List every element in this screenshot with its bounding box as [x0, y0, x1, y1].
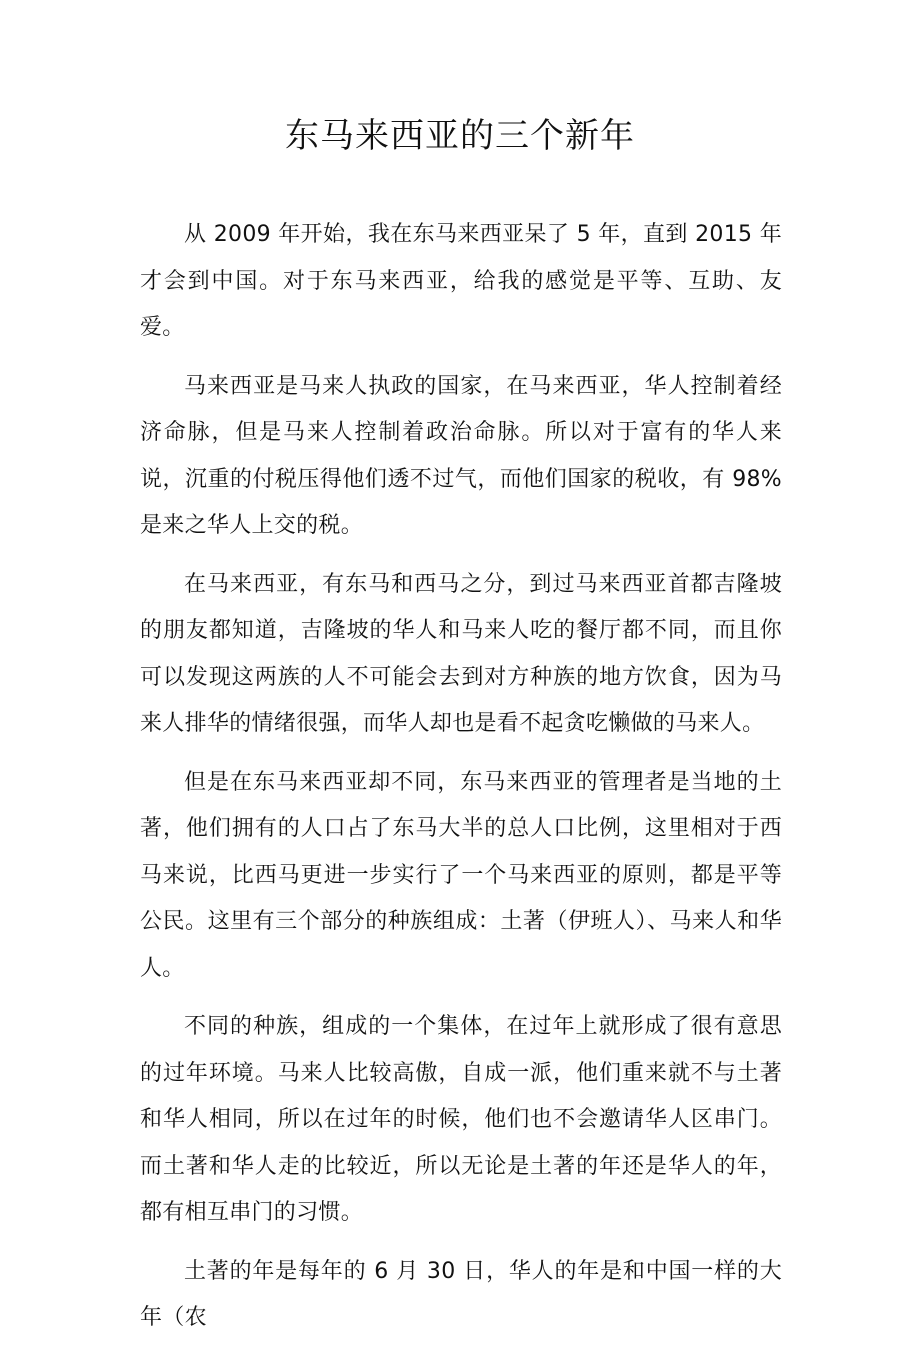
document-title: 东马来西亚的三个新年 [285, 116, 635, 156]
paragraph: 从 2009 年开始，我在东马来西亚呆了 5 年，直到 2015 年才会到中国。对于东马来西亚，给我的感觉是平等、互助、友爱。 [140, 222, 782, 340]
paragraph: 不同的种族，组成的一个集体，在过年上就形成了很有意思的过年环境。马来人比较高傲，自成一派，他们重来就不与土著和华人相同，所以在过年的时候，他们也不会邀请华人区串门。而土著和华人走的比较近，所以无论是土著的年还是华人的年，都有相互串门的习惯。 [140, 1014, 782, 1225]
document-body [140, 212, 782, 1354]
paragraph: 土著的年是每年的 6 月 30 日，华人的年是和中国一样的大年（农 [140, 1258, 782, 1330]
paragraph: 马来西亚是马来人执政的国家，在马来西亚，华人控制着经济命脉，但是马来人控制着政治命脉。所以对于富有的华人来说，沉重的付税压得他们透不过气，而他们国家的税收，有 98%是来之华人上交的税。 [140, 373, 782, 538]
paragraph: 但是在东马来西亚却不同，东马来西亚的管理者是当地的土著，他们拥有的人口占了东马大半的总人口比例，这里相对于西马来说，比西马更进一步实行了一个马来西亚的原则，都是平等公民。这里有三个部分的种族组成：土著（伊班人）、马来人和华人。 [140, 769, 782, 981]
paragraph: 在马来西亚，有东马和西马之分，到过马来西亚首都吉隆坡的朋友都知道，吉隆坡的华人和马来人吃的餐厅都不同，而且你可以发现这两族的人不可能会去到对方种族的地方饮食，因为马来人排华的情绪很强，而华人却也是看不起贪吃懒做的马来人。 [140, 571, 782, 736]
